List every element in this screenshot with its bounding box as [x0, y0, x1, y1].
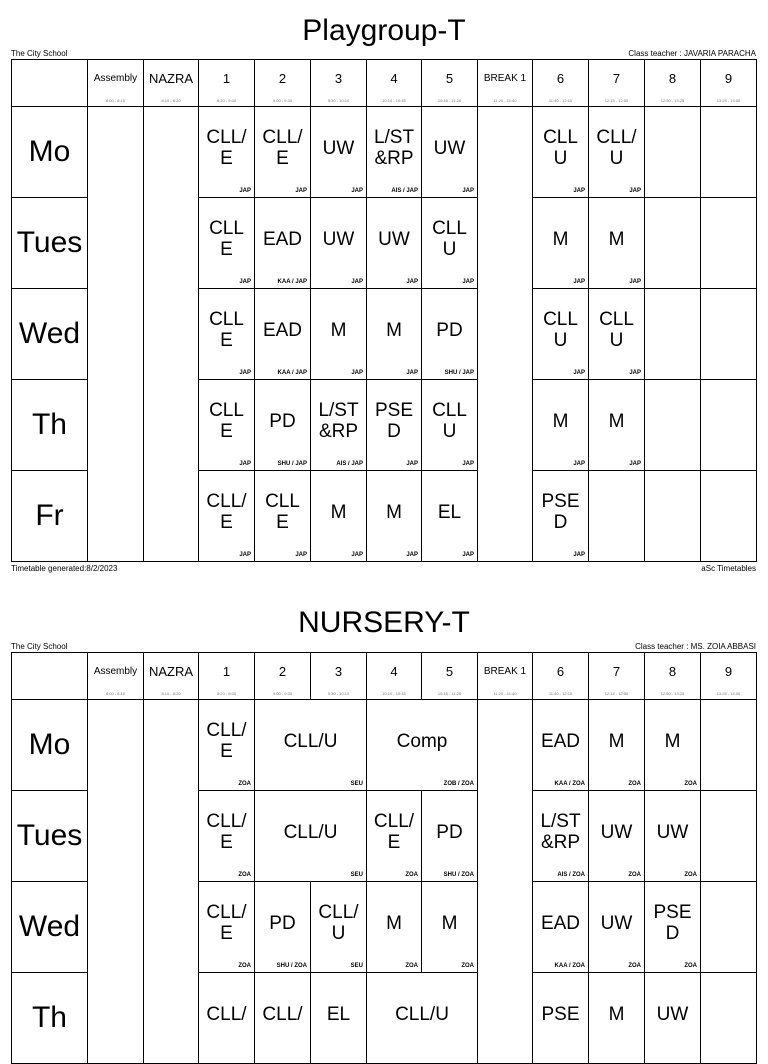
lesson-teacher: JAP [351, 188, 363, 194]
corner-cell [12, 60, 88, 107]
lesson-subject: CLL/ U [318, 902, 359, 944]
assembly-column [88, 107, 144, 562]
lesson-subject: CLL U [432, 218, 467, 260]
lesson-cell[interactable] [255, 107, 311, 198]
period-label: 2 [278, 664, 287, 679]
lesson-subject: M [330, 319, 347, 341]
lesson-teacher: ZOA [238, 963, 251, 969]
lesson-cell[interactable] [199, 198, 255, 289]
lesson-teacher: JAP [406, 279, 418, 285]
lesson-cell[interactable] [533, 700, 589, 791]
lesson-cell[interactable] [255, 700, 367, 791]
period-label: 8 [668, 664, 677, 679]
day-label: Th [12, 380, 88, 471]
lesson-teacher: JAP [239, 552, 251, 558]
period-header [422, 653, 478, 700]
lesson-subject: CLL/ U [596, 127, 637, 169]
timetable-title: Playgroup-T [302, 14, 466, 47]
lesson-cell[interactable] [589, 791, 645, 882]
lesson-cell[interactable] [255, 198, 311, 289]
lesson-cell[interactable] [367, 380, 422, 471]
period-label: BREAK 1 [483, 666, 527, 677]
lesson-cell[interactable] [589, 198, 645, 289]
period-time: 13:25 - 14:00 [716, 691, 741, 696]
corner-cell [12, 653, 88, 700]
lesson-cell[interactable] [589, 882, 645, 973]
lesson-subject: EAD [540, 912, 581, 934]
lesson-subject: M [386, 501, 402, 523]
period-label: NAZRA [148, 664, 194, 679]
lesson-cell[interactable] [533, 198, 589, 289]
break-column [478, 700, 533, 1064]
empty-cell [701, 107, 757, 198]
lesson-teacher: SHU / ZOA [276, 963, 307, 969]
lesson-subject: CLL/ E [373, 811, 415, 853]
period-header [645, 653, 701, 700]
lesson-subject: CLL U [432, 400, 467, 442]
lesson-cell[interactable] [533, 973, 589, 1064]
period-time: 9:30 - 10:10 [327, 691, 350, 696]
lesson-subject: PSE D [541, 491, 580, 533]
lesson-cell[interactable] [367, 700, 478, 791]
period-label: 3 [334, 71, 343, 86]
lesson-cell[interactable] [422, 882, 478, 973]
lesson-subject: UW [656, 821, 689, 843]
lesson-teacher: JAP [462, 188, 474, 194]
lesson-cell[interactable] [645, 973, 701, 1064]
lesson-subject: M [608, 228, 625, 250]
day-row [12, 107, 757, 198]
lesson-teacher: JAP [629, 188, 641, 194]
period-label: 7 [612, 71, 621, 86]
lesson-subject: CLL U [599, 309, 634, 351]
lesson-cell[interactable] [199, 700, 255, 791]
period-header [478, 60, 533, 107]
lesson-subject: EL [437, 501, 462, 523]
lesson-teacher: ZOA [684, 872, 697, 878]
lesson-subject: UW [322, 137, 355, 159]
lesson-subject: CLL E [265, 491, 300, 533]
timetable-grid [11, 652, 757, 1064]
lesson-cell[interactable] [533, 380, 589, 471]
period-header [88, 653, 144, 700]
period-label: 2 [278, 71, 287, 86]
period-header [367, 653, 422, 700]
period-label: 8 [668, 71, 677, 86]
period-time: 13:25 - 14:00 [716, 98, 741, 103]
lesson-teacher: ZOA [684, 963, 697, 969]
period-time: 8:00 - 8:10 [105, 691, 126, 696]
lesson-cell[interactable] [199, 973, 255, 1064]
lesson-cell[interactable] [311, 471, 367, 562]
empty-cell [701, 791, 757, 882]
day-label: Mo [12, 107, 88, 198]
lesson-cell[interactable] [199, 289, 255, 380]
lesson-teacher: ZOA [461, 963, 474, 969]
lesson-subject: CLL U [543, 127, 578, 169]
period-time: 8:20 - 9:00 [216, 691, 237, 696]
generator-name: aSc Timetables [701, 564, 756, 573]
lesson-cell[interactable] [589, 380, 645, 471]
lesson-teacher: KAA / JAP [277, 370, 307, 376]
school-name: The City School [11, 642, 68, 651]
lesson-cell[interactable] [311, 973, 367, 1064]
period-header [422, 60, 478, 107]
lesson-teacher: SEU [350, 781, 363, 787]
lesson-subject: PD [269, 912, 296, 934]
lesson-subject: UW [600, 821, 633, 843]
lesson-subject: M [330, 501, 347, 523]
lesson-cell[interactable] [199, 380, 255, 471]
lesson-teacher: SEU [350, 872, 363, 878]
day-row [12, 700, 757, 791]
empty-cell [645, 471, 701, 562]
lesson-teacher: SHU / JAP [444, 370, 474, 376]
period-header [311, 60, 367, 107]
class-teacher: Class teacher : JAVARIA PARACHA [628, 49, 756, 58]
period-time: 8:10 - 8:20 [161, 98, 181, 103]
header-row [12, 653, 757, 700]
period-header [478, 653, 533, 700]
timetable-title: NURSERY-T [298, 606, 470, 639]
day-label: Fr [12, 471, 88, 562]
lesson-cell[interactable] [199, 107, 255, 198]
lesson-teacher: JAP [295, 188, 307, 194]
period-time: 12:50 - 13:25 [660, 98, 685, 103]
lesson-cell[interactable] [367, 107, 422, 198]
period-time: 10:10 - 10:45 [382, 691, 406, 696]
lesson-cell[interactable] [367, 198, 422, 289]
lesson-teacher: JAP [573, 461, 585, 467]
period-header [199, 653, 255, 700]
lesson-cell[interactable] [311, 289, 367, 380]
header-row [12, 60, 757, 107]
lesson-subject: CLL/ [206, 1003, 247, 1025]
lesson-cell[interactable] [367, 791, 422, 882]
lesson-subject: PD [436, 821, 463, 843]
period-label: 1 [222, 71, 231, 86]
lesson-subject: UW [433, 137, 466, 159]
day-label: Th [12, 973, 88, 1064]
period-label: 5 [445, 664, 454, 679]
lesson-subject: M [552, 410, 569, 432]
lesson-teacher: JAP [573, 279, 585, 285]
empty-cell [645, 198, 701, 289]
period-time: 11:40 - 12:15 [548, 98, 573, 103]
period-label: 3 [334, 664, 343, 679]
lesson-subject: PSE D [653, 902, 692, 944]
period-header [144, 653, 199, 700]
period-time: 12:50 - 13:25 [660, 691, 685, 696]
lesson-teacher: JAP [462, 461, 474, 467]
lesson-subject: PSE D [374, 400, 414, 442]
lesson-subject: UW [322, 228, 355, 250]
class-teacher: Class teacher : MS. ZOIA ABBASI [635, 642, 756, 651]
lesson-cell[interactable] [422, 791, 478, 882]
lesson-cell[interactable] [367, 973, 478, 1064]
lesson-subject: L/ST &RP [318, 400, 359, 442]
lesson-teacher: AIS / JAP [336, 461, 363, 467]
lesson-cell[interactable] [533, 471, 589, 562]
lesson-teacher: JAP [462, 279, 474, 285]
empty-cell [701, 882, 757, 973]
lesson-cell[interactable] [422, 198, 478, 289]
lesson-teacher: ZOA [405, 872, 418, 878]
break-column [478, 107, 533, 562]
lesson-teacher: JAP [351, 279, 363, 285]
period-label: 4 [390, 664, 398, 679]
lesson-teacher: ZOA [628, 963, 641, 969]
lesson-subject: M [552, 228, 569, 250]
lesson-teacher: JAP [351, 552, 363, 558]
period-label: 6 [556, 71, 565, 86]
lesson-teacher: JAP [573, 552, 585, 558]
lesson-teacher: ZOA [684, 781, 697, 787]
lesson-teacher: JAP [406, 370, 418, 376]
lesson-teacher: JAP [351, 370, 363, 376]
lesson-cell[interactable] [199, 791, 255, 882]
lesson-subject: L/ST &RP [540, 811, 581, 853]
period-label: BREAK 1 [483, 73, 527, 84]
day-label: Wed [12, 289, 88, 380]
lesson-cell[interactable] [311, 198, 367, 289]
lesson-subject: L/ST &RP [373, 127, 415, 169]
nazra-column [144, 700, 199, 1064]
empty-cell [701, 471, 757, 562]
lesson-teacher: ZOA [628, 781, 641, 787]
lesson-subject: M [664, 730, 681, 752]
empty-cell [589, 471, 645, 562]
lesson-teacher: ZOA [238, 781, 251, 787]
empty-cell [701, 289, 757, 380]
lesson-subject: M [608, 1003, 625, 1025]
lesson-subject: CLL/ E [262, 127, 303, 169]
period-time: 11:20 - 11:40 [493, 98, 517, 103]
lesson-cell[interactable] [199, 471, 255, 562]
nazra-column [144, 107, 199, 562]
lesson-subject: CLL/ [262, 1003, 303, 1025]
lesson-teacher: JAP [629, 461, 641, 467]
lesson-subject: EAD [540, 730, 581, 752]
period-time: 11:40 - 12:15 [548, 691, 573, 696]
lesson-teacher: SEU [350, 963, 363, 969]
lesson-cell[interactable] [367, 289, 422, 380]
lesson-subject: CLL/ E [206, 491, 247, 533]
period-time: 10:10 - 10:45 [382, 98, 406, 103]
period-label: Assembly [93, 666, 138, 677]
lesson-teacher: JAP [406, 552, 418, 558]
lesson-cell[interactable] [255, 289, 311, 380]
lesson-teacher: JAP [239, 279, 251, 285]
lesson-cell[interactable] [255, 471, 311, 562]
lesson-cell[interactable] [367, 471, 422, 562]
lesson-teacher: AIS / JAP [391, 188, 418, 194]
empty-cell [701, 198, 757, 289]
lesson-teacher: SHU / ZOA [443, 872, 474, 878]
lesson-subject: M [441, 912, 458, 934]
lesson-cell[interactable] [255, 380, 311, 471]
assembly-column [88, 700, 144, 1064]
lesson-cell[interactable] [311, 380, 367, 471]
period-header [255, 60, 311, 107]
lesson-cell[interactable] [589, 289, 645, 380]
lesson-cell[interactable] [367, 882, 422, 973]
period-label: 9 [724, 71, 733, 86]
lesson-teacher: JAP [295, 552, 307, 558]
lesson-teacher: JAP [573, 188, 585, 194]
period-header [589, 653, 645, 700]
period-header [701, 653, 757, 700]
lesson-subject: CLL E [209, 309, 244, 351]
period-time: 9:00 - 9:30 [272, 691, 293, 696]
period-time: 8:20 - 9:00 [216, 98, 237, 103]
lesson-cell[interactable] [645, 882, 701, 973]
period-header [701, 60, 757, 107]
lesson-subject: CLL/ E [206, 902, 247, 944]
lesson-subject: M [608, 730, 625, 752]
lesson-teacher: KAA / ZOA [554, 963, 585, 969]
lesson-teacher: JAP [239, 370, 251, 376]
lesson-cell[interactable] [533, 107, 589, 198]
period-time: 12:15 - 12:50 [604, 691, 629, 696]
lesson-cell[interactable] [533, 289, 589, 380]
timetable-grid [11, 59, 757, 562]
lesson-subject: CLL E [209, 400, 244, 442]
period-time: 10:45 - 11:20 [437, 98, 462, 103]
day-label: Mo [12, 700, 88, 791]
lesson-subject: M [386, 912, 402, 934]
lesson-subject: CLL/ E [206, 720, 247, 762]
period-header [144, 60, 199, 107]
lesson-teacher: JAP [629, 370, 641, 376]
lesson-subject: CLL/U [395, 1003, 449, 1025]
lesson-subject: EAD [262, 319, 303, 341]
lesson-cell[interactable] [422, 471, 478, 562]
empty-cell [645, 380, 701, 471]
lesson-teacher: KAA / ZOA [554, 781, 585, 787]
lesson-cell[interactable] [422, 380, 478, 471]
lesson-cell[interactable] [589, 973, 645, 1064]
lesson-teacher: SHU / JAP [277, 461, 307, 467]
period-label: 7 [612, 664, 621, 679]
empty-cell [701, 700, 757, 791]
lesson-cell[interactable] [311, 882, 367, 973]
lesson-teacher: ZOA [405, 963, 418, 969]
period-label: 5 [445, 71, 454, 86]
lesson-subject: CLL U [543, 309, 578, 351]
lesson-cell[interactable] [255, 882, 311, 973]
period-time: 8:10 - 8:20 [161, 691, 181, 696]
period-header [255, 653, 311, 700]
lesson-teacher: AIS / ZOA [557, 872, 585, 878]
lesson-subject: PSE [541, 1003, 580, 1025]
lesson-subject: EL [326, 1003, 351, 1025]
lesson-cell[interactable] [645, 700, 701, 791]
lesson-cell[interactable] [199, 882, 255, 973]
lesson-subject: PD [269, 410, 296, 432]
lesson-teacher: ZOA [238, 872, 251, 878]
period-header [589, 60, 645, 107]
lesson-cell[interactable] [589, 700, 645, 791]
lesson-subject: CLL/ E [206, 127, 247, 169]
lesson-teacher: JAP [239, 461, 251, 467]
lesson-teacher: ZOB / ZOA [443, 781, 474, 787]
day-label: Wed [12, 882, 88, 973]
period-label: NAZRA [148, 71, 194, 86]
period-label: 4 [390, 71, 398, 86]
period-label: 6 [556, 664, 565, 679]
lesson-subject: CLL E [209, 218, 244, 260]
lesson-teacher: JAP [462, 552, 474, 558]
lesson-subject: EAD [262, 228, 303, 250]
period-header [367, 60, 422, 107]
school-name: The City School [11, 49, 68, 58]
lesson-cell[interactable] [589, 107, 645, 198]
lesson-subject: CLL/ E [206, 811, 247, 853]
lesson-teacher: JAP [239, 188, 251, 194]
lesson-subject: M [608, 410, 625, 432]
empty-cell [701, 973, 757, 1064]
period-header [88, 60, 144, 107]
lesson-teacher: ZOA [628, 872, 641, 878]
period-time: 9:30 - 10:10 [327, 98, 350, 103]
lesson-teacher: KAA / JAP [277, 279, 307, 285]
period-header [645, 60, 701, 107]
period-time: 11:20 - 11:40 [493, 691, 517, 696]
period-label: 1 [222, 664, 231, 679]
lesson-teacher: JAP [573, 370, 585, 376]
period-label: Assembly [93, 73, 138, 84]
lesson-cell[interactable] [533, 882, 589, 973]
lesson-subject: UW [600, 912, 633, 934]
period-header [311, 653, 367, 700]
lesson-subject: M [386, 319, 402, 341]
lesson-cell[interactable] [311, 107, 367, 198]
lesson-cell[interactable] [255, 973, 311, 1064]
period-time: 12:15 - 12:50 [604, 98, 629, 103]
lesson-cell[interactable] [422, 289, 478, 380]
empty-cell [645, 289, 701, 380]
day-label: Tues [12, 198, 88, 289]
period-header [533, 653, 589, 700]
period-time: 8:00 - 8:10 [105, 98, 126, 103]
lesson-cell[interactable] [255, 791, 367, 882]
day-label: Tues [12, 791, 88, 882]
period-time: 9:00 - 9:30 [272, 98, 293, 103]
lesson-subject: UW [378, 228, 410, 250]
lesson-subject: CLL/U [283, 821, 338, 843]
generated-date: Timetable generated:8/2/2023 [11, 564, 118, 573]
lesson-cell[interactable] [645, 791, 701, 882]
lesson-teacher: JAP [629, 279, 641, 285]
lesson-subject: CLL/U [283, 730, 338, 752]
lesson-teacher: JAP [406, 461, 418, 467]
lesson-cell[interactable] [533, 791, 589, 882]
lesson-subject: PD [436, 319, 463, 341]
period-time: 10:45 - 11:20 [437, 691, 462, 696]
period-header [199, 60, 255, 107]
period-header [533, 60, 589, 107]
lesson-subject: UW [656, 1003, 689, 1025]
lesson-cell[interactable] [422, 107, 478, 198]
lesson-subject: Comp [396, 730, 448, 752]
empty-cell [701, 380, 757, 471]
empty-cell [645, 107, 701, 198]
period-label: 9 [724, 664, 733, 679]
